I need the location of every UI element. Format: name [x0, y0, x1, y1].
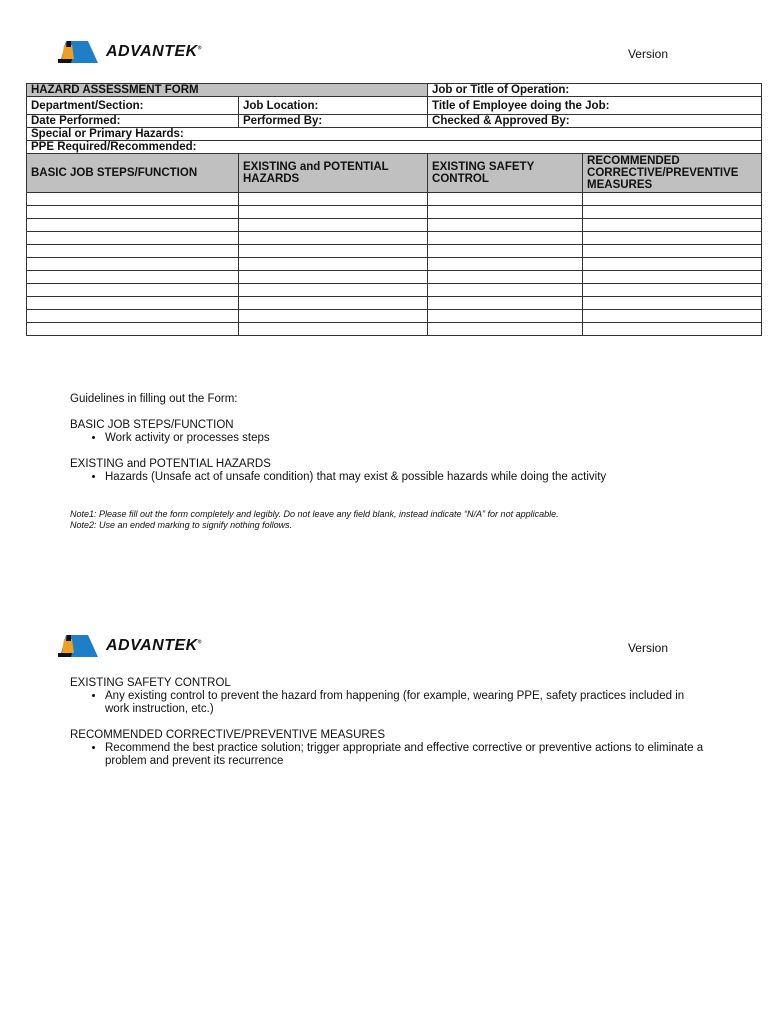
table-cell[interactable] [239, 284, 428, 297]
table-cell[interactable] [583, 219, 762, 232]
notes-section [70, 509, 559, 531]
table-cell[interactable] [27, 284, 239, 297]
table-row [27, 219, 762, 232]
table-cell[interactable] [27, 258, 239, 271]
brand-name: ADVANTEK® [106, 637, 202, 654]
guidelines-section-continued [70, 677, 710, 768]
table-cell[interactable] [239, 297, 428, 310]
ppe-field[interactable]: PPE Required/Recommended: [27, 141, 762, 154]
guideline-heading: RECOMMENDED CORRECTIVE/PREVENTIVE MEASURES [70, 729, 386, 741]
brand-name: ADVANTEK® [106, 43, 202, 60]
version-label: Version [627, 47, 668, 61]
table-cell[interactable] [428, 297, 583, 310]
table-cell[interactable] [239, 206, 428, 219]
table-cell[interactable] [583, 284, 762, 297]
table-cell[interactable] [27, 232, 239, 245]
table-cell[interactable] [239, 258, 428, 271]
table-row [27, 245, 762, 258]
table-cell[interactable] [239, 310, 428, 323]
department-field[interactable]: Department/Section: [27, 97, 239, 115]
table-row [27, 271, 762, 284]
table-cell[interactable] [583, 323, 762, 336]
table-cell[interactable] [583, 193, 762, 206]
column-header: RECOMMENDED CORRECTIVE/PREVENTIVE MEASURES [583, 154, 762, 193]
table-cell[interactable] [583, 258, 762, 271]
page-header [0, 631, 768, 671]
version-label: Version [627, 641, 668, 655]
note-2: Note2: Use an ended marking to signify nothing follows. [70, 520, 293, 530]
guidelines-section [70, 393, 606, 484]
table-cell[interactable] [428, 310, 583, 323]
table-row [27, 193, 762, 206]
table-cell[interactable] [428, 245, 583, 258]
table-row [27, 206, 762, 219]
performed-by-field[interactable]: Performed By: [239, 115, 428, 128]
guideline-heading: EXISTING and POTENTIAL HAZARDS [70, 458, 271, 470]
table-cell[interactable] [27, 206, 239, 219]
table-row [27, 310, 762, 323]
table-row [27, 232, 762, 245]
table-row [27, 323, 762, 336]
guideline-item: • Work activity or processes steps [105, 432, 606, 445]
table-cell[interactable] [27, 297, 239, 310]
page-header [0, 37, 768, 77]
table-cell[interactable] [583, 297, 762, 310]
employee-title-field[interactable]: Title of Employee doing the Job: [428, 97, 762, 115]
table-cell[interactable] [583, 232, 762, 245]
table-cell[interactable] [27, 323, 239, 336]
table-cell[interactable] [583, 245, 762, 258]
brand-logo [58, 631, 202, 661]
column-header: BASIC JOB STEPS/FUNCTION [27, 154, 239, 193]
table-cell[interactable] [27, 193, 239, 206]
table-cell[interactable] [27, 271, 239, 284]
job-title-field[interactable]: Job or Title of Operation: [428, 84, 762, 97]
advantek-logo-icon [58, 39, 100, 65]
table-row [27, 258, 762, 271]
table-cell[interactable] [27, 245, 239, 258]
guideline-item: • Hazards (Unsafe act of unsafe condition) that may exist & possible hazards while doing the activity [105, 471, 606, 484]
advantek-logo-icon [58, 633, 100, 659]
table-cell[interactable] [428, 258, 583, 271]
table-cell[interactable] [239, 271, 428, 284]
guideline-item: • Any existing control to prevent the hazard from happening (for example, wearing PPE, safety practices included in work instruction, etc.) [105, 690, 710, 716]
table-cell[interactable] [428, 219, 583, 232]
table-cell[interactable] [428, 284, 583, 297]
table-cell[interactable] [239, 323, 428, 336]
guidelines-intro: Guidelines in filling out the Form: [70, 393, 238, 405]
guideline-item: • Recommend the best practice solution; trigger appropriate and effective corrective or preventive actions to eliminate a problem and prevent its recurrence [105, 742, 710, 768]
table-cell[interactable] [27, 310, 239, 323]
table-row [27, 284, 762, 297]
table-cell[interactable] [239, 219, 428, 232]
form-title: HAZARD ASSESSMENT FORM [27, 84, 428, 97]
table-cell[interactable] [428, 232, 583, 245]
table-cell[interactable] [583, 271, 762, 284]
table-cell[interactable] [428, 323, 583, 336]
column-header: EXISTING and POTENTIAL HAZARDS [239, 154, 428, 193]
table-cell[interactable] [27, 219, 239, 232]
date-performed-field[interactable]: Date Performed: [27, 115, 239, 128]
guideline-heading: BASIC JOB STEPS/FUNCTION [70, 419, 234, 431]
job-location-field[interactable]: Job Location: [239, 97, 428, 115]
column-header: EXISTING SAFETY CONTROL [428, 154, 583, 193]
table-cell[interactable] [583, 206, 762, 219]
hazard-assessment-table [26, 83, 762, 336]
table-row [27, 297, 762, 310]
table-cell[interactable] [239, 232, 428, 245]
table-cell[interactable] [239, 193, 428, 206]
note-1: Note1: Please fill out the form completely and legibly. Do not leave any field blank, instead indicate “N/A” for not applicable. [70, 509, 559, 519]
checked-by-field[interactable]: Checked & Approved By: [428, 115, 762, 128]
table-cell[interactable] [428, 193, 583, 206]
guideline-heading: EXISTING SAFETY CONTROL [70, 677, 231, 689]
special-hazards-field[interactable]: Special or Primary Hazards: [27, 128, 762, 141]
brand-logo [58, 37, 202, 67]
table-cell[interactable] [583, 310, 762, 323]
table-cell[interactable] [428, 271, 583, 284]
table-cell[interactable] [428, 206, 583, 219]
blank-rows [27, 193, 762, 336]
table-cell[interactable] [239, 245, 428, 258]
